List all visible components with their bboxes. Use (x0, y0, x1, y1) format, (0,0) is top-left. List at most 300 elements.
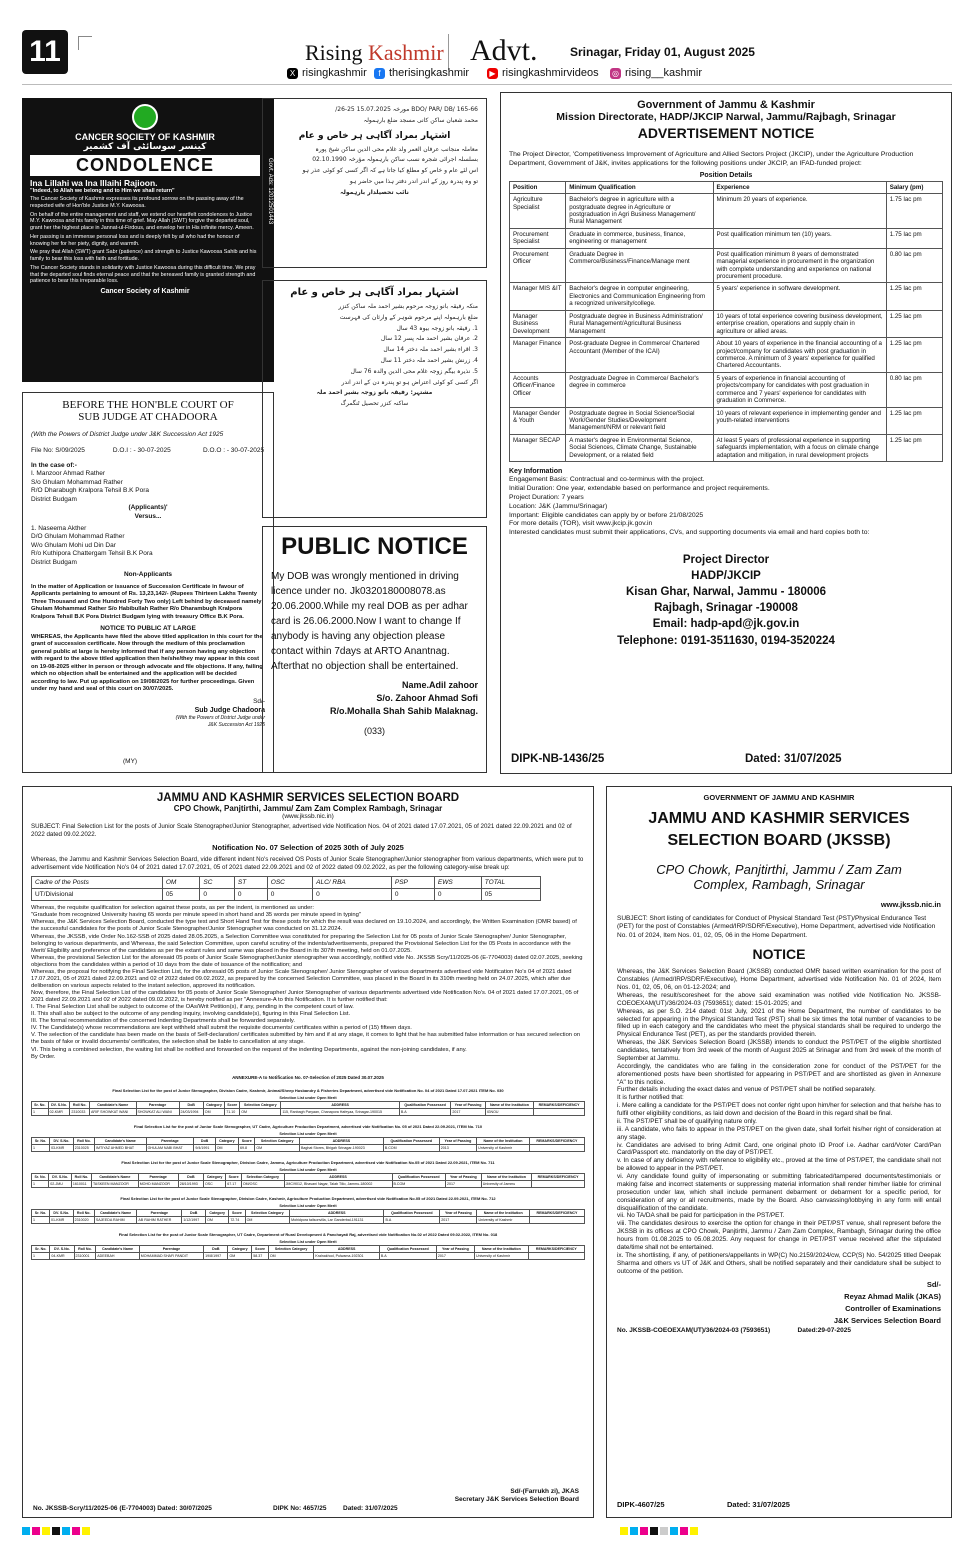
table-header (32, 1173, 585, 1180)
column-header: ALC/ RBA (313, 877, 392, 889)
annexure-sections (31, 1088, 585, 1260)
table-cell: 0 (391, 889, 434, 901)
table-cell: 1.75 lac pm (886, 194, 942, 229)
table-header (32, 1101, 585, 1108)
column-header: ADDRESS (281, 1101, 400, 1108)
table-cell: University of Kashmir (474, 1252, 528, 1259)
table-cell: 67.17 (226, 1180, 242, 1187)
column-header: Roll No. (73, 1209, 94, 1216)
x-icon: X (287, 68, 298, 79)
table-cell: 04-KMR (50, 1252, 74, 1259)
column-header: PSP (391, 877, 434, 889)
dateline: Srinagar, Friday 01, August 2025 (570, 45, 755, 59)
table-row (32, 1252, 585, 1259)
table-cell: OM (268, 1252, 314, 1259)
table-cell: 0 (234, 889, 267, 901)
table-cell: B.A (399, 1108, 450, 1115)
address: CPO Chowk, Panjtirthi, Jammu / Zam Zam (656, 862, 902, 877)
column-header: Name of the Institution (474, 1245, 528, 1252)
table-cell: Graduate Degree in Commerce/Business/Finance/Manage ment (566, 248, 713, 283)
section-heading: Final Selection List for the post of Junior Scale Stenographer, Division Cadre, Jammu, Agriculture Production Department, advertised vide Notification No.05 of 2021 Dated 22.09.2021, ITEM No. 711 (121, 1159, 495, 1165)
social-instagram[interactable]: ◎ rising__kashmir (612, 67, 703, 79)
table-cell: Procurement Specialist (510, 228, 566, 248)
table-cell: Postgraduate degree in Business Administration/ Rural Management/Agricultural Business Management (566, 310, 713, 337)
table-cell: 2017 (440, 1216, 477, 1223)
column-header: Category (203, 1101, 224, 1108)
condolence-body: We pray that Allah (SWT) grant Sabr (patience) and strength to Justice Kawoosa Sahib and his family to bear this loss with faith and fortitude. (30, 249, 257, 262)
open-merit-label: Selection List under Open Merit (279, 1131, 337, 1136)
urdu-heading: اشتہار بمراد آگاہی ہر خاص و عام (290, 287, 459, 298)
signatory-address: R/o.Mohalla Shah Sahib Malaknag. (329, 706, 478, 716)
table-cell: TASKEEN MANZOOR (92, 1180, 139, 1187)
condolence-body: On behalf of the entire management and staff, we extend our heartfelt condolences to Justice M.Y. Kawoosa and his family in this time of grief. May Allah (SWT) forgive the departed soul, grant her the highest place in Jannat-ul-Firdous, and envelop her in His infinite mercy. Ameen. (30, 211, 254, 231)
column-header: Name of the Institution (477, 1209, 529, 1216)
table-cell: 2017 (436, 1252, 474, 1259)
table-cell (534, 1108, 585, 1115)
column-header: Candidate's Name (89, 1101, 136, 1108)
notice-heading: NOTICE TO PUBLIC AT LARGE (100, 625, 196, 633)
urdu-line: تو وہ پندرہ روز کے اندر اندر دفتر ہذا میں حاضر ہو (349, 177, 478, 185)
facebook-icon: f (374, 68, 385, 79)
column-header: Year of Passing (451, 1101, 485, 1108)
table-cell: B.A (379, 1252, 436, 1259)
table-cell: 0.80 lac pm (886, 372, 942, 407)
column-header: Selection Category (245, 1209, 290, 1216)
website-link[interactable]: www.jkssb.nic.in (880, 900, 941, 909)
table-cell: 0 (434, 889, 481, 901)
table-cell: MOHD MANZOOR (138, 1180, 178, 1187)
table-cell: 1 (32, 1252, 50, 1259)
paragraph: ii. The PST/PET shall be of qualifying nature only. (617, 1117, 757, 1125)
table-header (32, 1137, 585, 1144)
column-header: ADDRESS (290, 1209, 384, 1216)
court-notice (22, 392, 274, 773)
government: GOVERNMENT OF JAMMU AND KASHMIR (703, 793, 855, 802)
jkssb-selection-notice (22, 786, 594, 1518)
table-cell: 2017 (451, 1108, 485, 1115)
column-header: Sr. No. (32, 1209, 50, 1216)
column-header: Year of Passing (439, 1137, 476, 1144)
intro: Whereas, the Jammu and Kashmir Services Selection Board, vide different indent No's received OS Posts of Junior Scale Stenographer/Junior stenographer from various departments, which were put to advertisement vide Notification No's 04 of 2021 dated 17.07.2021, 05 of 2021 dated 22.09.2021 and 02 of 2022 dated 09.02.2022, as per the following category-wise break up: (31, 856, 584, 872)
social-facebook[interactable]: f therisingkashmir (374, 67, 469, 79)
file-no: File No: S/09/2025 (31, 447, 85, 455)
urdu-line: BDO/ PAR/ DB/ 165-66 مورخہ 15.07.2025 25-26/ (335, 106, 478, 113)
doo: D.O.O : - 30-07-2025 (203, 447, 265, 455)
table-cell: OM (215, 1144, 238, 1151)
urdu-heading: اشتہار بمراد آگاہی ہر خاص و عام (298, 130, 451, 141)
column-header: Category (206, 1209, 229, 1216)
dated: Dated: 31/07/2025 (727, 1500, 790, 1509)
table-cell: Manager Business Development (510, 310, 566, 337)
column-header: ADDRESS (300, 1137, 384, 1144)
column-header: DoB (194, 1137, 215, 1144)
paragraph: Accordingly, the candidates who are falling in the consideration zone for conduct of the PST/PET for the aforementioned posts have been shortlisted for appearing in PST/PET and are shortlisted as given in Annexure "A" to this notice. (617, 1062, 941, 1086)
table-cell: GHULAM NABI BHAT (146, 1144, 194, 1151)
condolence-body: Her passing is an immense personal loss and is deeply felt by all who had the honour of knowing her for her piety, dignity, and warmth. (30, 233, 240, 247)
column-header: Qualification Possessed (392, 1173, 446, 1180)
selection-table (31, 1209, 585, 1224)
notice-body (617, 968, 941, 1275)
urdu-line: محمد شعبان ساکن کانی مسجد ضلع بارہمولہ (363, 116, 478, 124)
notice-body: WHEREAS, the Applicants have filed the above titled application in this court for the grant of succession certificate. Now through the medium of this proclamation general public at large is hereby informed that if any person having any objection with regard to the above titled application then he/she/they may appear in this cost on 19-08-2025 either in person or through advocate and file objections. If any, failing which no objection shall be entertained and the application will be decided according to law. Put up application on 19/08/2025 for further proceedings. Given under my hand and seal of this court on 30/07/2025. (31, 633, 263, 693)
column-header: Selection Category (255, 1137, 300, 1144)
table-cell: 1.25 lac pm (886, 283, 942, 310)
condolence-title: CONDOLENCE (30, 155, 260, 176)
signatory-name: Reyaz Ahmad Malik (JKAS) (844, 1292, 941, 1302)
public-notice-body: My DOB was wrongly mentioned in driving licence under no. Jk0320180008078.as 20.06.2000.While my real DOB as per adhar card is 26.06.2000.Now I want to change If anybody is having any objection please contact within 7days at ARTO Anantnag. Afterthat no objection shall be entertained. (271, 571, 468, 672)
column-header: Parentage (139, 1245, 203, 1252)
table-cell: 0 (313, 889, 392, 901)
non-applicants: Non-Applicants (123, 571, 173, 579)
column-header: DoB (179, 1101, 203, 1108)
jkssb-title: SELECTION BOARD (JKSSB) (667, 832, 891, 849)
table-cell: MOHAMMAD SHAFI PANDIT (139, 1252, 203, 1259)
selection-table (31, 1137, 585, 1152)
file-details (31, 447, 265, 455)
column-header: DoB (182, 1209, 206, 1216)
paragraph: Whereas, the J&K Services Selection Board, conducted the type test and Short Hand Test for these posts for which the result was declared on 19.10.2024, and accordingly, the Written Examination (OMR based) of the successful candidates for the posts of Junior Scale Stenographer/Junior Stenographer was conducted on 31.12.2024. (31, 919, 577, 933)
column-header: REMARKS/DEFICIENCY (529, 1209, 584, 1216)
column-header: Category (215, 1137, 238, 1144)
table-row (32, 1180, 585, 1187)
header-rule (22, 84, 952, 85)
column-header: OSC (267, 877, 312, 889)
column-header: Roll No. (74, 1245, 96, 1252)
reference-date: Dated:29-07-2025 (797, 1327, 851, 1335)
signature: Sd/- (253, 697, 265, 705)
column-header: Score (225, 1101, 240, 1108)
section-heading: Final Selection List for the post of Junior Scale Stenographer, Division Cadre, Kashmir, Agriculture Production Department, advertised vide Notification No.05 of 2021 Dated 22.09.2021, ITEM No. 712 (120, 1195, 496, 1201)
column-header: ADDRESS (314, 1245, 379, 1252)
column-header: Qualification Possessed (379, 1245, 436, 1252)
table-title: Position Details (699, 171, 753, 179)
paragraph: Whereas, the requisite qualification for selection against these posts, as per the indent, is mentioned as under: (31, 905, 314, 912)
urdu-notice-2 (262, 280, 487, 518)
table-cell (528, 1252, 584, 1259)
paragraph: It is further notified that: (617, 1094, 684, 1102)
table-cell: 72.74 (229, 1216, 245, 1223)
table-cell: 1.25 lac pm (886, 338, 942, 373)
section-heading: Final Selection List for the post of Junior Scale Stenographer, UT Cadre, Department of Rural Development & Panchayati Raj, advertised vide Notification No.02 of 2022 Dated 09.02.2022, ITEM No. 018 (118, 1231, 498, 1237)
column-header: Salary (pm) (886, 181, 942, 193)
table-cell: 24/03/1994 (179, 1108, 203, 1115)
applicant-line: I. Manzoor Ahmad Rather (31, 470, 106, 478)
key-info-line: Interested candidates must submit their applications, CVs, and supporting documents via email and hard copies both to: (509, 529, 870, 537)
table-header (32, 1245, 585, 1252)
table-cell: Procurement Officer (510, 248, 566, 283)
table-cell: Manager MIS &IT (510, 283, 566, 310)
color-registration-marks (22, 1527, 90, 1535)
column-header: Parentage (138, 1173, 178, 1180)
table-row (510, 310, 943, 337)
column-header: Name of the Institution (481, 1173, 531, 1180)
reference-number: No. JKSSB-Scry/11/2025-06 (E-7704003) Dated: 30/07/2025 (33, 1505, 212, 1512)
column-header: Cadre of the Posts (32, 877, 163, 889)
public-notice-title: PUBLIC NOTICE (281, 533, 468, 560)
table-row (32, 1144, 585, 1151)
contact-line: Rajbagh, Srinagar -190008 (654, 602, 798, 615)
table-cell: Accounts Officer/Finance Officer (510, 372, 566, 407)
table-cell: 1 (32, 1144, 50, 1151)
table-cell: 58.37 (252, 1252, 269, 1259)
column-header: DoB (204, 1245, 228, 1252)
contact-line: Kisan Ghar, Narwal, Jammu - 180006 (625, 586, 827, 599)
page-number: 11 (22, 30, 68, 74)
table-cell: B.COM (383, 1144, 439, 1151)
table-cell: Minimum 20 years of experience. (713, 194, 886, 229)
column-header: DV. S.No. (50, 1209, 74, 1216)
key-info-line: Location: J&K (Jammu/Srinagar) (509, 502, 608, 510)
table-cell: IMTIYAZ AHMED BHAT (95, 1144, 147, 1151)
table-cell: 1/12/1997 (182, 1216, 206, 1223)
verse-translation: "Indeed, to Allah we belong and to Him we shall return" (30, 188, 175, 194)
respondent-line: D/O Ghulam Mohammad Rather (31, 533, 125, 541)
secretary: Secretary J&K Services Selection Board (454, 1496, 579, 1503)
column-header: DV. S.No. (50, 1245, 74, 1252)
subject: SUBJECT: Short listing of candidates for Conduct of Physical Standard Test (PST)/Physical Endurance Test (PET) for the post of Constables (Armed/IRP/SDRF/Executive), Home Department, advertised vide Notification No. 01 of 2024, Item Nos. 01, 02, 05, 06 in the Home Department. (617, 915, 936, 939)
column-header: Experience (713, 181, 886, 193)
social-x[interactable]: X risingkashmir (287, 67, 367, 79)
table-cell: A master's degree in Environmental Science, Social Sciences, Climate Change, Sustainable Development, or a related field (566, 434, 713, 461)
table-cell: 69.8 (239, 1144, 255, 1151)
key-info-line: Engagement Basis: Contractual and co-terminus with the project. (509, 476, 705, 484)
key-info-link[interactable]: For more details (TOR), visit www.jkcip.jk.gov.in (509, 520, 653, 528)
column-header: Candidate's Name (95, 1137, 147, 1144)
dipk-number: DIPK-4607/25 (617, 1500, 665, 1509)
table-cell: Kralnakhod, Pulwama-192301 (314, 1252, 379, 1259)
annexure-title: ANNEXURE-A to Notification No. 07-Selection of 2025 Dated 30.07.2025 (232, 1074, 384, 1080)
table-cell (532, 1180, 585, 1187)
applicants-label: (Applicants)' (128, 504, 168, 512)
paragraph: Whereas, the proposal for notifying the Final Selection List, for the aforesaid 05 posts of Junior Scale Stenographer/ Junior Stenographer of various departments advertised vide Notification No's 04 of 2021 dated 17.07.2021, 05 of 2021 dated 22.09.2021 and 02 of 2022 dated 09.02.2022, as prepared by the concerned Selection Committee, was placed in the Board in its 310th meeting held on 24.07.2025, which after due deliberation on various aspects related to the instant selection, approved its notification. (31, 968, 572, 989)
table-cell: 0 (200, 889, 234, 901)
jkssb-title: JAMMU AND KASHMIR SERVICES (648, 810, 910, 827)
table-cell: B.A (384, 1216, 440, 1223)
column-header: Roll No. (70, 1101, 90, 1108)
table-cell: OM (240, 1108, 281, 1115)
society-name-urdu: کینسر سوسائٹی آف کشمیر (83, 142, 207, 152)
table-cell: At least 5 years of professional experience in supporting safeguards implementation, with a focus on climate change adaptation and mitigation, in rural development projects (713, 434, 886, 461)
body-paragraphs (31, 905, 585, 1060)
table-cell: 71.10 (225, 1108, 240, 1115)
table-cell: 2310020 (73, 1216, 94, 1223)
paragraph: iii. A candidate, who fails to appear in the PST/PET on the given date, shall forfeit his/her right of consideration at any stage. (617, 1125, 941, 1141)
column-header: Score (252, 1245, 269, 1252)
urdu-line: اس لئے عام و خاص کو مطلع کیا جاتا ہے کہ اگر کسی کو کوئی عذر ہو (302, 167, 478, 175)
signature-block (617, 1279, 941, 1327)
table-cell: 05 (481, 889, 540, 901)
table-row (510, 194, 943, 229)
table-cell: OM (228, 1252, 252, 1259)
court-subtitle: (With the Powers of District Judge under J&K Succession Act 1925 (31, 431, 224, 438)
signature: Sd/-(Farrukh zi), JKAS (510, 1488, 579, 1495)
column-header: Selection Category (268, 1245, 314, 1252)
applicant-line: S/o Ghulam Mohammad Rather (31, 478, 123, 486)
section-title: Advt. (470, 34, 538, 67)
table-row (510, 283, 943, 310)
table-cell: Bachelor's degree in computer engineering, Electronics and Communication Engineering from a recognized university/college. (566, 283, 713, 310)
respondent-line: 1. Naseema Akther (31, 524, 87, 532)
color-registration-marks (620, 1527, 698, 1535)
urdu-line: 5. نذیرہ بیگم زوجہ غلام محی الدین والدہ 76 سال (350, 367, 478, 375)
advertisement-title: ADVERTISEMENT NOTICE (637, 125, 815, 141)
table-cell: 5 years of experience in financial accounting of projects/company for candidates with post graduation in commerce and 7 years' experience for candidates with graduation in Commerce. (713, 372, 886, 407)
jkssb-title: JAMMU AND KASHMIR SERVICES SELECTION BOARD (156, 792, 460, 804)
table-cell: Postgraduate Degree in Commerce/ Bachelor's degree in commerce (566, 372, 713, 407)
table-cell: 5 years' experience in software development. (713, 283, 886, 310)
respondent-line: W/o Ghulam Mohi ud Din Dar (31, 541, 116, 549)
column-header: Score (226, 1173, 242, 1180)
table-cell: 115, Ranbagh Paryaan, Chanapora Hafeyaa, Srinagar-190015 (281, 1108, 400, 1115)
column-header: REMARKS/DEFICIENCY (529, 1137, 584, 1144)
selection-table (31, 1101, 585, 1116)
column-header: OM (162, 877, 200, 889)
crop-mark (78, 36, 92, 50)
table-cell: 02-KMR (48, 1108, 70, 1115)
column-header: Sr. No. (32, 1245, 50, 1252)
table-cell: 2310001 (74, 1252, 96, 1259)
table-cell: 1610011 (71, 1180, 91, 1187)
table-cell: 10 years of relevant experience in implementing gender and youth-related interventions (713, 407, 886, 434)
verse: Ina Lillahi wa Ina Illaihi Rajioon. (30, 178, 158, 188)
dated: Dated: 31/07/2025 (343, 1505, 398, 1512)
table-cell: 1.75 lac pm (886, 228, 942, 248)
paragraph: vii. No TA/DA shall be paid for participation in the PST/PET. (617, 1212, 785, 1220)
column-header: TOTAL (481, 877, 540, 889)
table-cell: OSC (203, 1180, 225, 1187)
urdu-notice-1 (262, 98, 487, 268)
table-cell: 0 (267, 889, 312, 901)
column-header: Sr. No. (32, 1101, 49, 1108)
social-youtube[interactable]: ▶ risingkashmirvideos (487, 67, 599, 79)
table-cell (529, 1216, 584, 1223)
table-cell (529, 1144, 584, 1151)
paragraph: V. The selection of the candidate has been made on the basis of Self-declaration/ certificates submitted by him and if at any stage, it comes to light that he has submitted false information or has secured selection on the basis of fake or invalid documents/ certificates, the selection shall be liable to cancellation at any stage. (31, 1032, 581, 1046)
column-header: Qualification Possessed (384, 1209, 440, 1216)
column-header: DV. S.No. (49, 1173, 72, 1180)
table-cell: 28/10/1993 (178, 1180, 203, 1187)
paragraph: I. The Final Selection List shall be subject to outcome of the OAs/Writ Petition(s), if any, pending in the competent court of law. (31, 1004, 354, 1011)
table-cell: About 10 years of experience in the financial accounting of a project/company for candidates with post graduation in commerce. A minimum of 3 years' experience for qualified Chartered Accountants. (713, 338, 886, 373)
urdu-line: بسلسلہ اجرائی شجرہ نسب ساکن بارہمولہ مؤرخہ 02.10.1990 (312, 156, 478, 164)
paragraph: By Order. (31, 1053, 56, 1060)
urdu-line: اگر کسی کو کوئی اعتراض ہو تو پندرہ دن کے اندر اندر (341, 378, 478, 386)
column-header: Qualification Possessed (383, 1137, 439, 1144)
urdu-line: 4. زرنش بشیر احمد ملہ دختر 11 سال (380, 356, 478, 364)
column-header: REMARKS/DEFICIENCY (532, 1173, 585, 1180)
table-cell: OM (245, 1216, 290, 1223)
table-cell: Mohidpora tailsonvilla, Lar Ganderbal-191131 (290, 1216, 384, 1223)
table-cell: IGNOU (485, 1108, 533, 1115)
table-cell: 1 (32, 1216, 50, 1223)
selection-table (31, 1173, 585, 1188)
intro: The Project Director, 'Competitiveness Improvement of Agriculture and Allied Sectors Project (JKCIP), under the Agriculture Production Department, Government of J&K, invites applications for the following positions under JKCIP, an IFAD-funded project: (509, 151, 914, 167)
hadp-advertisement (500, 92, 952, 774)
table-cell: 01-KMR (50, 1216, 74, 1223)
notification-number: Notification No. 07 Selection of 2025 30th of July 2025 (212, 843, 404, 853)
contact-block (509, 552, 943, 649)
section-heading: Final Selection List for the post of Junior Stenographer, Division Cadre, Kashmir, Animal/Sheep Husbandry & Fisheries Department, advertised vide Notification No. 04 of 2021 Dated 17.07.2021 ITEM No. 030 (112, 1087, 504, 1093)
table-cell: UT/Divisional (32, 889, 163, 901)
table-cell: University of Jammu (481, 1180, 531, 1187)
column-header: Roll No. (73, 1137, 94, 1144)
table-cell: 03-KMR (50, 1144, 74, 1151)
table-cell: Baghat Stores, Bhigah Srinagar-190023 (300, 1144, 384, 1151)
column-header: SC (200, 877, 234, 889)
judge: Sub Judge Chadoora (194, 707, 265, 715)
table-cell: SHOWKAT ALI WANI (136, 1108, 179, 1115)
brand-logo: Rising Kashmir (305, 40, 444, 65)
table-cell: 2017 (446, 1180, 482, 1187)
table-cell: Post-graduate Degree in Commerce/ Chartered Accountant (Member of the ICAI) (566, 338, 713, 373)
table-cell: 02-JMU (49, 1180, 72, 1187)
table-cell: Post qualification minimum 8 years of demonstrated managerial experience in procurement in the organization with complete understanding and experience on national procurement procedure. (713, 248, 886, 283)
table-cell: Manager Finance (510, 338, 566, 373)
applicant-line: R/O Dharabugh Kralpora Tehsil B.K Pora (31, 487, 150, 495)
urdu-line: 3. اقراء بشیر احمد ملہ دختر 14 سال (383, 346, 478, 354)
column-header: Parentage (146, 1137, 194, 1144)
table-cell: 2310025 (73, 1144, 94, 1151)
paragraph: v. In case of any deficiency with reference to eligibility etc., proved at the time of PST/PET, the candidate shall not be allowed to appear in the PST/PET. (617, 1157, 941, 1173)
paragraph: VI. This being a combined selection, the waiting list shall be notified and forwarded on the request of the indenting Departments, against the non-joining candidates, if any. (31, 1046, 467, 1053)
table-cell: 05 (162, 889, 200, 901)
jkssb-address: CPO Chowk, Panjtirthi, Jammu/ Zam Zam Complex Rambagh, Srinagar (173, 804, 443, 813)
table-cell: OM (206, 1216, 229, 1223)
dated: Dated: 31/07/2025 (745, 753, 842, 765)
category-table (31, 876, 541, 901)
jkssb-web[interactable]: (www.jkssb.nic.in) (282, 813, 334, 820)
table-cell: Post qualification minimum ten (10) years. (713, 228, 886, 248)
contact-line: HADP/JKCIP (691, 570, 761, 583)
condolence-ad (22, 98, 274, 382)
email-link[interactable]: Email: hadp-apd@jk.gov.in (652, 618, 800, 631)
column-header: Sr. No. (32, 1173, 49, 1180)
column-header: Qualification Possessed (399, 1101, 450, 1108)
code: (MY) (123, 757, 138, 765)
judge-subtitle: (With the Powers of District Judge under J&K Succession Act 1925 (175, 715, 265, 728)
condolence-body: The Cancer Society of Kashmir expresses its profound sorrow on the passing away of the respected wife of Hon'ble Justice M.Y. Kawoosa. (30, 196, 244, 209)
column-header: Position (510, 181, 566, 193)
respondent-line: R/o Kuthipora Chattergam Tehsil B.K Pora (31, 550, 153, 558)
table-cell: 1.25 lac pm (886, 310, 942, 337)
column-header: Candidate's Name (92, 1173, 139, 1180)
column-header: Parentage (136, 1101, 179, 1108)
table-cell: SAJEEDA RAHIM (94, 1216, 137, 1223)
matter: In the matter of Application or issuance of Succession Certificate in favour of Applicants pertaining to amount of Rs. 13,23,142/- (Rupees Thirteen Lakhs Twenty Three Thousand and One Hundred Forty Two only) Left behind by deceased namely Ghulam Mohammad Rather S/o Habibullah Rather R/o Dharambugh Kralpora Kralpora Tehsil B.K Pora District Budgam lying with treasury Office B.K Pora. (31, 583, 262, 620)
urdu-line: نائب تحصیلدار بارہمولہ (340, 188, 409, 196)
paragraph: iv. Candidates are advised to bring Admit Card, one original photo ID Proof i.e. Aadhar card/Voter Card/Pan Card/Passport etc. mandatorily on the day of PST/PET. (617, 1141, 941, 1157)
key-info-heading: Key Information (509, 468, 563, 476)
key-info-line: Initial Duration: One year, extendable based on performance and project requirements. (509, 485, 770, 493)
column-header: Name of the Institution (477, 1137, 530, 1144)
table-cell: 2013 (439, 1144, 476, 1151)
open-merit-label: Selection List under Open Merit (279, 1095, 337, 1100)
table-row (510, 228, 943, 248)
table-cell: Manager SECAP (510, 434, 566, 461)
paragraph: Whereas, the provisional Selection List for the aforesaid 05 posts of Junior Scale Stenographer/Junior stenographer was accordingly, notified vide No. JKSSB Scry/11/2025-06 (E-7704003) dated 02.07.2025, seeking objections from the candidates within a period of 10 days from the date of issuance of the notification; and (31, 954, 583, 968)
court-title: SUB JUDGE AT CHADOORA (78, 411, 218, 423)
column-header: Score (239, 1137, 255, 1144)
applicant-line: District Budgam (31, 495, 77, 503)
column-header: Year of Passing (446, 1173, 482, 1180)
signatory-org: J&K Services Selection Board (833, 1316, 941, 1326)
table-row (510, 372, 943, 407)
signatory-post: Controller of Examinations (845, 1304, 941, 1314)
table-cell: 1.25 lac pm (886, 434, 942, 461)
code: (033) (363, 726, 385, 736)
table-row (510, 248, 943, 283)
government: Government of Jammu & Kashmir (637, 99, 815, 111)
